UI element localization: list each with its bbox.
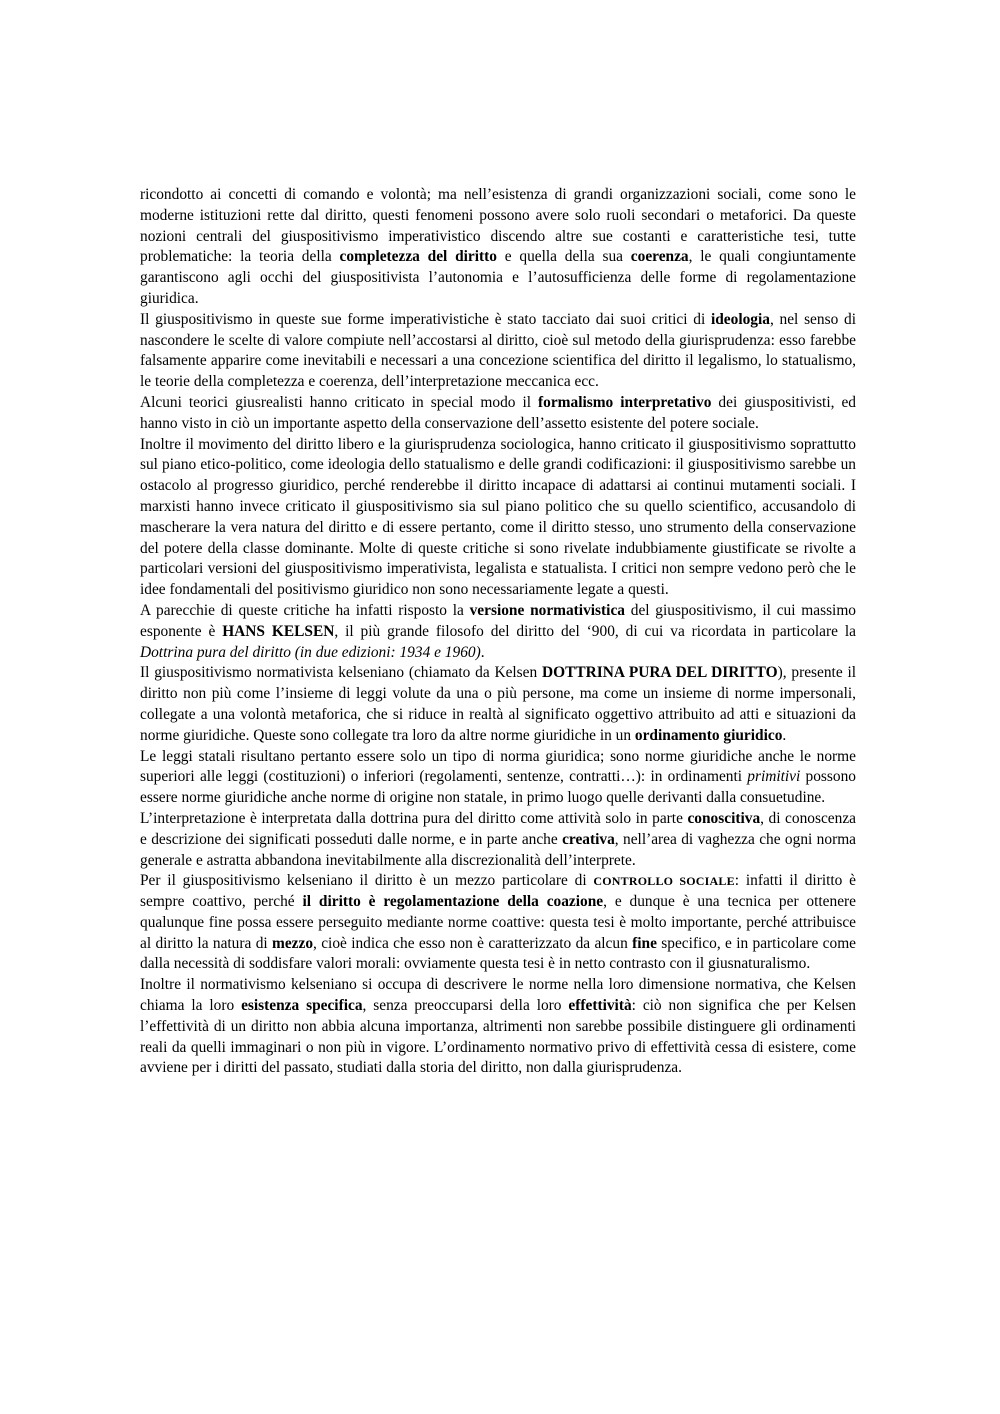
- bold-text: HANS KELSEN: [222, 622, 335, 640]
- text-run: , e dunque è una tecnica per ottenere qualunque fine possa essere perseguito mediante norme coattive: questa tesi è molto importante, perché attribuisce al diritto la natura di: [140, 893, 856, 952]
- text-run: A parecchie di queste critiche ha infatti risposto la: [140, 601, 470, 619]
- italic-text: Dottrina pura del diritto (in due edizioni: 1934 e 1960): [140, 643, 481, 661]
- paragraph: [140, 435, 856, 601]
- paragraph: [140, 393, 856, 435]
- document-body: [140, 185, 856, 1079]
- paragraph: [140, 663, 856, 746]
- paragraph: [140, 975, 856, 1079]
- text-run: , cioè indica che esso non è caratterizzato da alcun: [313, 934, 633, 952]
- text-run: specifico, e in particolare come dalla necessità di soddisfare valori morali: ovviamente questa tesi è in netto contrasto con il giusnaturalismo.: [140, 934, 856, 973]
- text-run: ricondotto ai concetti di comando e volontà; ma nell’esistenza di grandi organizzazioni sociali, come sono le moderne istituzioni rette dal diritto, questi fenomeni possono avere solo ruoli secondari o metaforici. Da queste nozioni centrali del giuspositivismo imperativistico discendo altre sue costanti e caratteristiche tesi, tutte problematiche: la teoria della: [140, 186, 856, 266]
- paragraph: [140, 747, 856, 809]
- text-run: possono essere norme giuridiche anche norme di origine non statale, in primo luogo quelle derivanti dalla consuetudine.: [140, 768, 856, 807]
- bold-text: esistenza specifica: [241, 997, 363, 1015]
- bold-text: il diritto è regolamentazione della coazione: [302, 893, 604, 911]
- bold-text: coerenza: [630, 248, 689, 266]
- text-run: , il più grande filosofo del diritto del ‘900, di cui va ricordata in particolare la: [334, 622, 856, 640]
- text-run: Per il giuspositivismo kelseniano il diritto è un mezzo particolare di: [140, 872, 594, 890]
- text-run: , nell’area di vaghezza che ogni norma generale e astratta abbandona inevitabilmente alla discrezionalità dell’interprete.: [140, 830, 856, 869]
- text-run: ), presente il diritto non più come l’insieme di leggi volute da una o più persone, ma come un insieme di norme impersonali, collegate a una volontà metaforica, che si riduce in realtà al significato oggettivo attribuito ad atti e situazioni da norme giuridiche. Queste sono collegate tra loro da altre norme giuridiche in un: [140, 664, 856, 744]
- text-run: .: [480, 643, 485, 661]
- text-run: : ciò non significa che per Kelsen l’effettività di un diritto non abbia alcuna importanza, altrimenti non sarebbe possibile distinguere gli ordinamenti reali da quelli immaginari o non più in vigore. L’ordinamento normativo privo di effettività cessa di esistere, come avviene per i diritti del passato, studiati dalla storia del diritto, non dalla giurisprudenza.: [140, 997, 856, 1077]
- text-run: Le leggi statali risultano pertanto essere solo un tipo di norma giuridica; sono norme giuridiche anche le norme superiori alle leggi (costituzioni) o inferiori (regolamenti, sentenze, contratti…): in ordinamenti: [140, 747, 856, 786]
- text-run: Inoltre il normativismo kelseniano si occupa di descrivere le norme nella loro dimensione normativa, che Kelsen chiama la loro: [140, 976, 856, 1015]
- bold-text: formalismo interpretativo: [538, 393, 712, 411]
- paragraph: [140, 809, 856, 871]
- bold-text: mezzo: [272, 934, 314, 952]
- bold-text: creativa: [562, 830, 615, 848]
- text-run: e quella della sua: [496, 248, 631, 266]
- text-run: Inoltre il movimento del diritto libero e la giurisprudenza sociologica, hanno criticato il giuspositivismo soprattutto sul piano etico-politico, come ideologia dello statualismo e delle grandi codificazioni: il giuspositivismo sarebbe un ostacolo al progresso giuridico, perché renderebbe il diritto incapace di adattarsi ai continui mutamenti sociali. I marxisti hanno invece criticato il giuspositivismo sia sul piano politico che su quello scientifico, accusandolo di mascherare la vera natura del diritto e di essere pertanto, come il diritto stesso, uno strumento della conservazione del potere della classe dominante. Molte di queste critiche si sono rivelate indubbiamente giustificate se rivolte a particolari versioni del giuspositivismo imperativista, legalista e statualista. I critici non sempre vedono però che le idee fondamentali del positivismo giuridico non sono necessariamente legate a questi.: [140, 435, 856, 599]
- text-run: , nel senso di nascondere le scelte di valore compiute nell’accostarsi al diritto, cioè sul metodo della giurisprudenza: esso farebbe falsamente apparire come inevitabili e necessari a una concezione scientifica del diritto il legalismo, lo statualismo, le teorie della completezza e coerenza, dell’interpretazione meccanica ecc.: [140, 310, 856, 391]
- paragraph: [140, 310, 856, 393]
- bold-text: effettività: [568, 997, 632, 1015]
- text-run: Alcuni teorici giusrealisti hanno criticato in special modo il: [140, 393, 539, 411]
- text-run: Il giuspositivismo in queste sue forme imperativistiche è stato tacciato dai suoi critici di: [140, 310, 711, 328]
- text-run: , senza preoccuparsi della loro: [362, 997, 569, 1015]
- bold-text: fine: [632, 934, 657, 952]
- text-run: L’interpretazione è interpretata dalla dottrina pura del diritto come attività solo in parte: [140, 809, 688, 827]
- bold-text: conoscitiva: [687, 809, 761, 827]
- italic-text: primitivi: [747, 768, 801, 786]
- bold-text: ideologia: [710, 310, 770, 328]
- bold-text: versione normativistica: [469, 601, 625, 619]
- paragraph: [140, 871, 856, 975]
- bold-text: ordinamento giuridico: [634, 726, 783, 744]
- text-run: , di conoscenza e descrizione dei significati posseduti dalle norme, e in parte anche: [140, 809, 856, 848]
- text-run: , le quali congiuntamente garantiscono agli occhi del giuspositivista l’autonomia e l’autosufficienza delle forme di regolamentazione giuridica.: [140, 248, 857, 307]
- text-run: Il giuspositivismo normativista kelseniano (chiamato da Kelsen: [140, 664, 542, 682]
- smallcaps-text: CONTROLLO SOCIALE: [593, 874, 735, 889]
- bold-text: DOTTRINA PURA DEL DIRITTO: [542, 664, 778, 682]
- text-run: dei giuspositivisti, ed hanno visto in ciò un importante aspetto della conservazione dell’assetto esistente del potere sociale.: [140, 393, 856, 432]
- text-run: : infatti il diritto è sempre coattivo, perché: [140, 872, 856, 911]
- text-run: .: [782, 726, 787, 744]
- bold-text: completezza del diritto: [339, 248, 497, 266]
- paragraph: [140, 185, 856, 310]
- text-run: del giuspositivismo, il cui massimo esponente è: [140, 601, 857, 640]
- paragraph: [140, 601, 856, 663]
